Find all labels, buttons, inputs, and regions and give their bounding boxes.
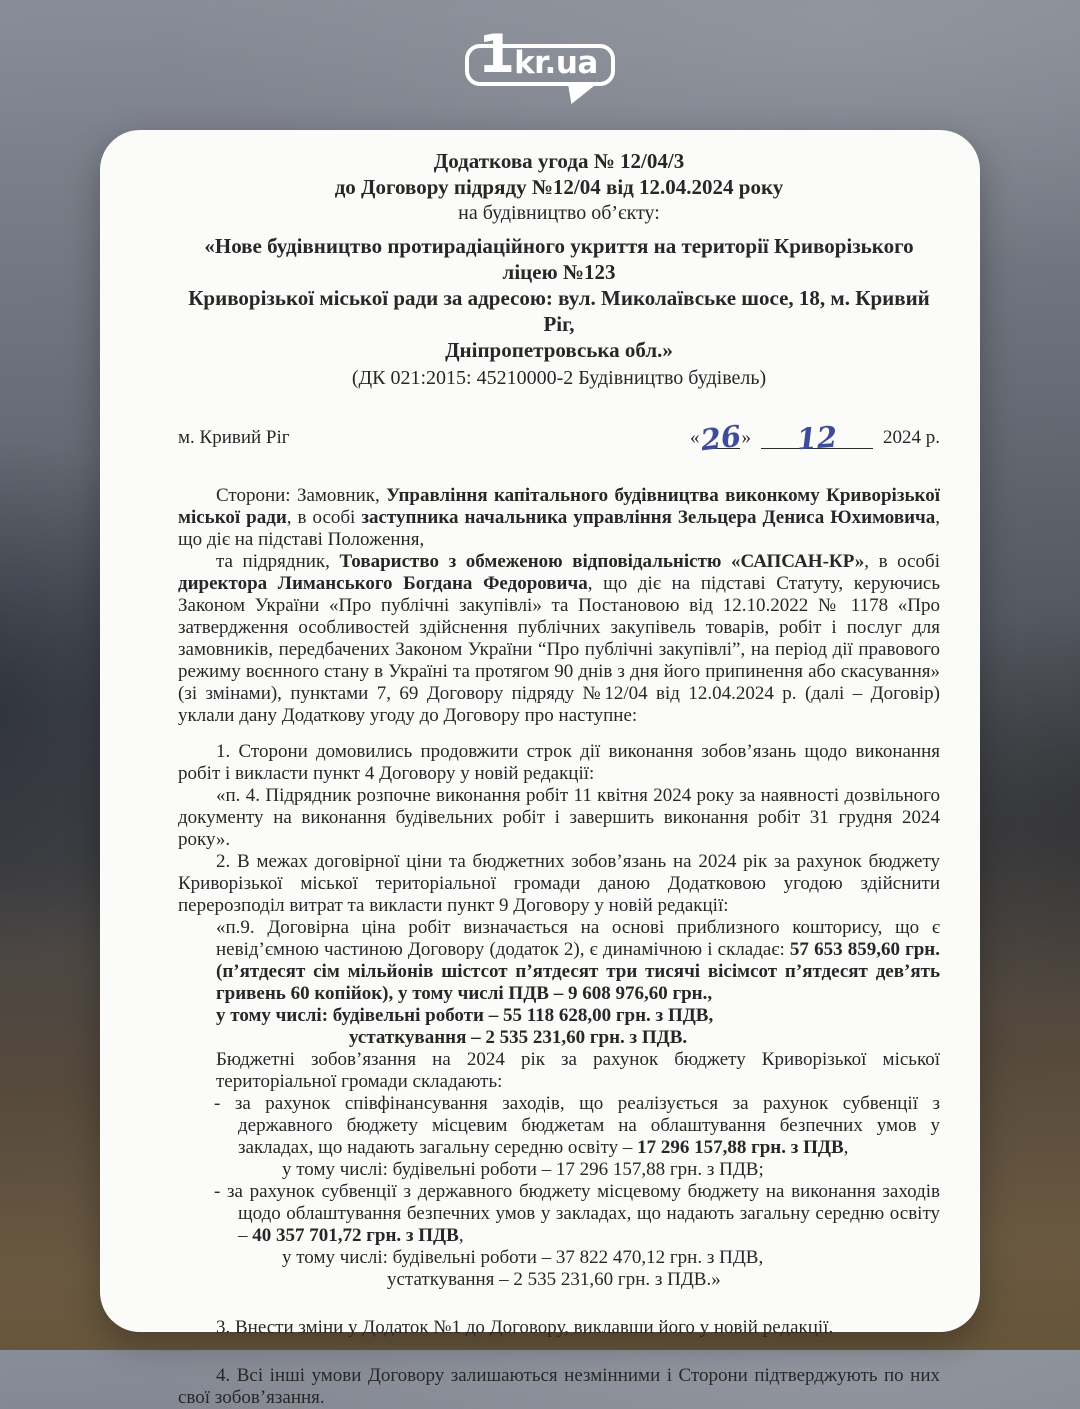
document-title-block [178,148,940,391]
document-content [100,130,980,1408]
text-segment: директора Лиманського Богдана Федоровича [178,573,588,594]
paragraph [178,741,940,785]
text-segment: 57 653 859,60 грн. (п’ятдесят сім мільйонів шістсот п’ятдесят три тисячі вісімсот п’ятдесят дев’ять гривень 60 копійок), у тому числі ПДВ – 9 608 976,60 грн., [216,939,940,1004]
text-segment: та підрядник, [216,551,340,572]
paragraph [282,1247,940,1269]
paragraph [282,1159,940,1181]
text-segment: заступника начальника управління Зельцера Дениса Юхимовича [361,507,936,528]
text-segment: 4. Всі інші умови Договору залишаються незмінними і Сторони підтверджують по них свої зобов’язання. [178,1365,940,1408]
document-paragraphs [178,485,940,1409]
logo-speech-bubble-icon [465,24,615,86]
paragraph [349,1027,940,1049]
year-label: 2024 р. [883,427,940,448]
title-line-1: Додаткова угода № 12/04/3 [433,149,685,173]
text-segment: , що діє на підставі Статуту, керуючись Законом України «Про публічні закупівлі» та Постановою від 12.10.2022 № 1178 «Про затвердження особливостей здійснення публічних закупівель товарів, робіт і послуг для замовників, передбачених Законом України “Про публічні закупівлі”, на період дії правового режиму воєнного стану в Україні та протягом 90 днів з дня його припинення або скасування» (зі змінами), пунктами 7, 69 Договору підряду №12/04 від 12.04.2024 р. (далі – Договір) уклали дану Додаткову угоду до Договору про наступне: [178,573,940,726]
paragraph [216,917,940,1005]
day-blank-line [698,418,743,458]
text-segment: , [843,1137,849,1158]
paragraph [214,1181,940,1247]
text-segment: , в особі [864,551,941,572]
text-segment: 3. Внести зміни у Додаток №1 до Договору, виклавши його у новій редакції. [216,1317,834,1338]
paragraph [178,1365,940,1409]
paragraph [178,785,940,851]
city-label: м. Кривий Ріг [178,427,290,448]
object-name-line-2: Криворізької міської ради за адресою: вул. Миколаївське шосе, 18, м. Кривий Ріг, [188,286,930,336]
text-segment: Бюджетні зобов’язання на 2024 рік за рахунок бюджету Криворізької міської територіальної громади складають: [216,1049,940,1092]
title-line-3: на будівництво об’єкту: [458,202,660,224]
paragraph [178,485,940,551]
handwritten-month: 12 [795,419,839,457]
text-segment: - за рахунок співфінансування заходів, що реалізується за рахунок субвенції з державного бюджету місцевим бюджетам на облаштування безпечних умов у закладах, що надають загальну середню освіту – [214,1093,940,1158]
object-name-line-3: Дніпропетровська обл.» [445,338,673,362]
text-segment: 1. Сторони домовились продовжити строк дії виконання зобов’язань щодо виконання робіт і викласти пункт 4 Договору у новій редакції: [178,741,940,784]
document-page [100,130,980,1408]
text-segment: устаткування – 2 535 231,60 грн. з ПДВ.» [387,1269,721,1290]
object-name-line-1: «Нове будівництво протирадіаційного укриття на території Криворізького ліцею №123 [204,234,914,284]
site-header [0,0,1080,130]
paragraph [178,1317,940,1339]
title-line-2: до Договору підряду №12/04 від 12.04.2024 року [334,175,784,199]
text-segment: у тому числі: будівельні роботи – 37 822 470,12 грн. з ПДВ, [282,1247,764,1268]
text-segment: «п. 4. Підрядник розпочне виконання робіт 11 квітня 2024 року за наявності дозвільного документу на виконання будівельних робіт і завершить виконання робіт 31 грудня 2024 року». [178,785,940,850]
text-segment: Управління капітального будівництва виконкому Криворізької міської ради [178,485,940,528]
text-segment: 40 357 701,72 грн. з ПДВ [252,1225,459,1246]
text-segment: Сторони: Замовник, [216,485,387,506]
text-segment: устаткування – 2 535 231,60 грн. з ПДВ. [349,1027,688,1048]
open-quote: « [690,427,700,448]
paragraph [214,1093,940,1159]
paragraph [178,551,940,727]
month-blank-line [761,419,873,457]
text-segment: - за рахунок субвенції з державного бюджету місцевому бюджету на виконання заходів щодо облаштування безпечних умов у закладах, що надають загальну середню освіту – [214,1181,940,1246]
text-segment: «п.9. Договірна ціна робіт визначається на основі приблизного кошторису, що є невід’ємною частиною Договору (додаток 2), є динамічною і складає: [216,917,940,960]
dateline-row [178,418,940,458]
dk-code-line: (ДК 021:2015: 45210000-2 Будівництво будівель) [351,367,767,389]
text-segment: у тому числі: будівельні роботи – 55 118 628,00 грн. з ПДВ, [216,1005,714,1026]
text-segment: , в особі [286,507,362,528]
paragraph [216,1005,940,1027]
text-segment: , [458,1225,464,1246]
text-segment: у тому числі: будівельні роботи – 17 296 157,88 грн. з ПДВ; [282,1159,764,1180]
text-segment: 2. В межах договірної ціни та бюджетних зобов’язань на 2024 рік за рахунок бюджету Криворізької міської територіальної громади даною Додатковою угодою здійснити перерозподіл витрат та викласти пункт 9 Договору у новій редакції: [178,851,940,916]
logo-numeral: 1 [478,24,514,85]
date-fill-in [690,418,940,458]
paragraph [216,1049,940,1093]
paragraph [178,851,940,917]
text-segment: 17 296 157,88 грн. з ПДВ [637,1137,844,1158]
close-quote: » [741,427,751,448]
logo-bubble-tail-icon [568,85,595,104]
text-segment: Товариство з обмеженою відповідальністю «САПСАН-КР» [339,551,865,572]
handwritten-day: 26 [698,418,743,458]
site-logo [465,24,615,86]
text-segment: , що діє на підставі Положення, [178,507,941,550]
paragraph [387,1269,940,1291]
logo-text: kr.ua [514,45,598,81]
